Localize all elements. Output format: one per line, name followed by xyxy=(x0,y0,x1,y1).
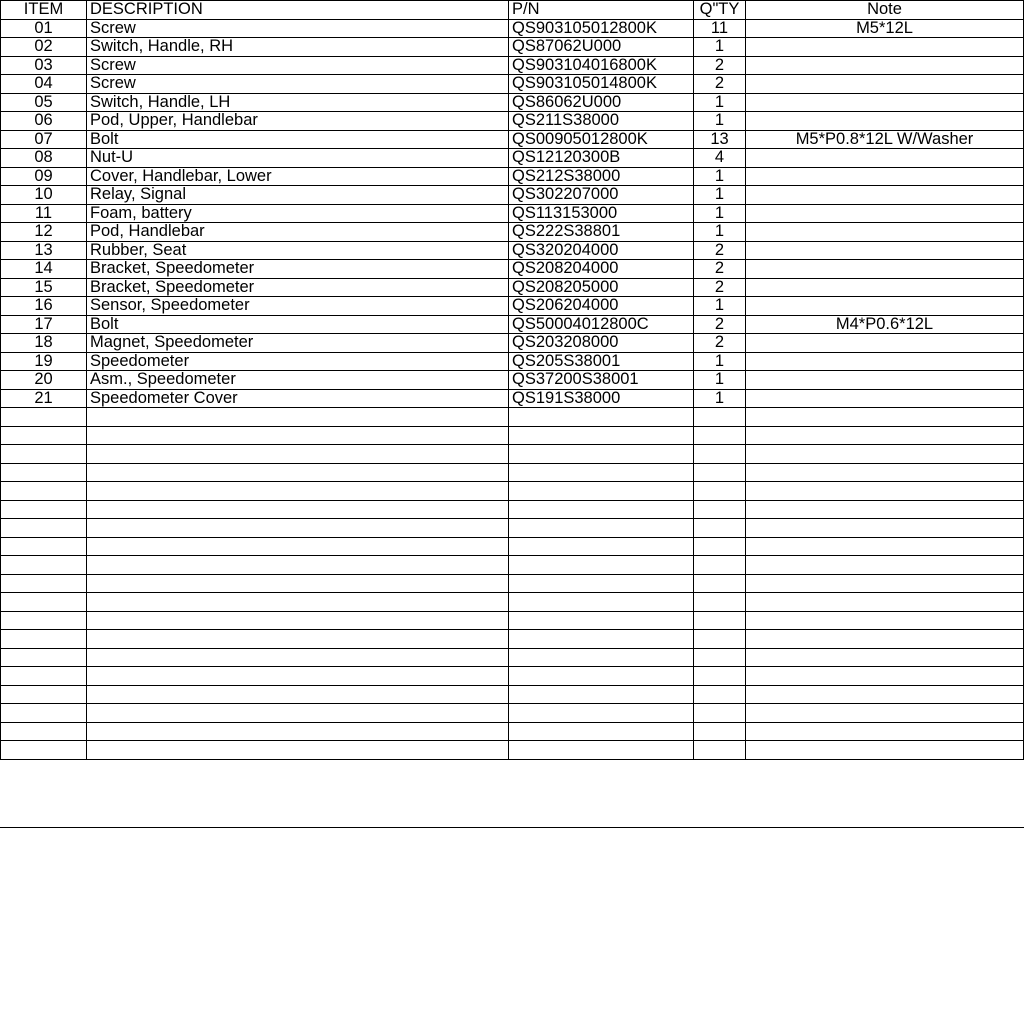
cell-note xyxy=(746,630,1024,649)
cell-item: 06 xyxy=(1,112,87,131)
cell-quantity xyxy=(694,685,746,704)
cell-quantity: 11 xyxy=(694,19,746,38)
cell-description xyxy=(87,704,509,723)
cell-note xyxy=(746,426,1024,445)
cell-part-number: QS903104016800K xyxy=(509,56,694,75)
cell-quantity: 1 xyxy=(694,204,746,223)
bottom-rule xyxy=(0,827,1024,828)
cell-item: 13 xyxy=(1,241,87,260)
cell-item xyxy=(1,648,87,667)
table-row xyxy=(1,519,1024,538)
cell-quantity: 1 xyxy=(694,371,746,390)
cell-description xyxy=(87,741,509,760)
cell-quantity xyxy=(694,704,746,723)
cell-note xyxy=(746,648,1024,667)
table-row xyxy=(1,500,1024,519)
table-row xyxy=(1,167,1024,186)
cell-description: Nut-U xyxy=(87,149,509,168)
cell-item xyxy=(1,445,87,464)
cell-quantity xyxy=(694,408,746,427)
table-row xyxy=(1,741,1024,760)
column-header-quantity: Q"TY xyxy=(694,1,746,20)
cell-part-number: QS00905012800K xyxy=(509,130,694,149)
cell-item: 17 xyxy=(1,315,87,334)
column-header-note: Note xyxy=(746,1,1024,20)
table-row xyxy=(1,260,1024,279)
cell-description xyxy=(87,611,509,630)
cell-description xyxy=(87,537,509,556)
table-row xyxy=(1,371,1024,390)
cell-note xyxy=(746,593,1024,612)
cell-quantity xyxy=(694,445,746,464)
cell-note xyxy=(746,334,1024,353)
cell-note xyxy=(746,112,1024,131)
cell-item xyxy=(1,685,87,704)
column-header-item: ITEM xyxy=(1,1,87,20)
cell-part-number xyxy=(509,500,694,519)
cell-item: 02 xyxy=(1,38,87,57)
cell-item xyxy=(1,537,87,556)
table-row xyxy=(1,704,1024,723)
table-row xyxy=(1,297,1024,316)
cell-item: 15 xyxy=(1,278,87,297)
cell-description xyxy=(87,722,509,741)
cell-note xyxy=(746,482,1024,501)
cell-quantity: 2 xyxy=(694,278,746,297)
cell-description: Relay, Signal xyxy=(87,186,509,205)
cell-note: M5*P0.8*12L W/Washer xyxy=(746,130,1024,149)
cell-part-number xyxy=(509,556,694,575)
cell-item: 16 xyxy=(1,297,87,316)
cell-part-number: QS50004012800C xyxy=(509,315,694,334)
cell-item xyxy=(1,519,87,538)
cell-part-number: QS222S38801 xyxy=(509,223,694,242)
table-row xyxy=(1,186,1024,205)
cell-item: 14 xyxy=(1,260,87,279)
cell-quantity: 13 xyxy=(694,130,746,149)
cell-part-number: QS211S38000 xyxy=(509,112,694,131)
cell-quantity: 2 xyxy=(694,315,746,334)
cell-item: 08 xyxy=(1,149,87,168)
cell-description xyxy=(87,445,509,464)
table-row xyxy=(1,537,1024,556)
table-row xyxy=(1,19,1024,38)
cell-quantity: 2 xyxy=(694,334,746,353)
cell-part-number: QS903105014800K xyxy=(509,75,694,94)
cell-quantity xyxy=(694,500,746,519)
cell-part-number: QS208204000 xyxy=(509,260,694,279)
cell-item: 05 xyxy=(1,93,87,112)
table-row xyxy=(1,112,1024,131)
table-row xyxy=(1,408,1024,427)
cell-item xyxy=(1,426,87,445)
cell-quantity xyxy=(694,482,746,501)
cell-description xyxy=(87,685,509,704)
table-row xyxy=(1,352,1024,371)
cell-description: Screw xyxy=(87,19,509,38)
cell-description: Bracket, Speedometer xyxy=(87,278,509,297)
cell-item xyxy=(1,500,87,519)
cell-item: 10 xyxy=(1,186,87,205)
cell-description: Magnet, Speedometer xyxy=(87,334,509,353)
cell-part-number xyxy=(509,593,694,612)
cell-note xyxy=(746,611,1024,630)
cell-note xyxy=(746,445,1024,464)
cell-item: 20 xyxy=(1,371,87,390)
table-row xyxy=(1,223,1024,242)
table-header-row xyxy=(1,1,1024,20)
cell-description: Bolt xyxy=(87,315,509,334)
table-row xyxy=(1,685,1024,704)
cell-note xyxy=(746,519,1024,538)
cell-item: 03 xyxy=(1,56,87,75)
cell-quantity xyxy=(694,722,746,741)
cell-quantity xyxy=(694,593,746,612)
cell-part-number xyxy=(509,519,694,538)
cell-description xyxy=(87,630,509,649)
table-row xyxy=(1,38,1024,57)
cell-note xyxy=(746,297,1024,316)
cell-note xyxy=(746,371,1024,390)
table-row xyxy=(1,426,1024,445)
cell-item xyxy=(1,593,87,612)
cell-item xyxy=(1,574,87,593)
cell-part-number: QS86062U000 xyxy=(509,93,694,112)
cell-item: 07 xyxy=(1,130,87,149)
cell-note xyxy=(746,389,1024,408)
cell-quantity: 1 xyxy=(694,112,746,131)
cell-part-number xyxy=(509,445,694,464)
cell-part-number xyxy=(509,574,694,593)
cell-part-number xyxy=(509,463,694,482)
cell-note xyxy=(746,352,1024,371)
cell-item xyxy=(1,482,87,501)
cell-part-number: QS87062U000 xyxy=(509,38,694,57)
cell-quantity: 1 xyxy=(694,93,746,112)
table-row xyxy=(1,75,1024,94)
table-row xyxy=(1,334,1024,353)
table-row xyxy=(1,574,1024,593)
cell-part-number xyxy=(509,426,694,445)
cell-description: Sensor, Speedometer xyxy=(87,297,509,316)
cell-part-number xyxy=(509,741,694,760)
cell-part-number xyxy=(509,648,694,667)
cell-note xyxy=(746,223,1024,242)
cell-note xyxy=(746,186,1024,205)
cell-quantity: 2 xyxy=(694,260,746,279)
cell-quantity xyxy=(694,519,746,538)
cell-note xyxy=(746,722,1024,741)
cell-item: 12 xyxy=(1,223,87,242)
table-row xyxy=(1,556,1024,575)
cell-part-number xyxy=(509,482,694,501)
cell-part-number: QS205S38001 xyxy=(509,352,694,371)
cell-part-number xyxy=(509,704,694,723)
table-row xyxy=(1,611,1024,630)
table-row xyxy=(1,389,1024,408)
cell-item xyxy=(1,556,87,575)
table-row xyxy=(1,93,1024,112)
cell-quantity: 1 xyxy=(694,352,746,371)
cell-item xyxy=(1,704,87,723)
cell-part-number: QS203208000 xyxy=(509,334,694,353)
table-row xyxy=(1,445,1024,464)
cell-note xyxy=(746,704,1024,723)
cell-part-number xyxy=(509,611,694,630)
table-row xyxy=(1,278,1024,297)
cell-item xyxy=(1,611,87,630)
cell-note xyxy=(746,38,1024,57)
cell-part-number xyxy=(509,722,694,741)
cell-quantity: 2 xyxy=(694,75,746,94)
cell-part-number: QS37200S38001 xyxy=(509,371,694,390)
cell-part-number xyxy=(509,667,694,686)
cell-description: Cover, Handlebar, Lower xyxy=(87,167,509,186)
cell-note xyxy=(746,241,1024,260)
table-row xyxy=(1,482,1024,501)
cell-item: 04 xyxy=(1,75,87,94)
table-row xyxy=(1,722,1024,741)
cell-item xyxy=(1,741,87,760)
cell-quantity: 1 xyxy=(694,389,746,408)
cell-part-number: QS191S38000 xyxy=(509,389,694,408)
cell-description: Screw xyxy=(87,75,509,94)
table-row xyxy=(1,241,1024,260)
cell-quantity: 4 xyxy=(694,149,746,168)
cell-item xyxy=(1,408,87,427)
cell-part-number: QS903105012800K xyxy=(509,19,694,38)
cell-item: 19 xyxy=(1,352,87,371)
cell-note xyxy=(746,537,1024,556)
cell-quantity: 1 xyxy=(694,186,746,205)
cell-quantity xyxy=(694,426,746,445)
cell-description: Asm., Speedometer xyxy=(87,371,509,390)
cell-description xyxy=(87,408,509,427)
column-header-part-number: P/N xyxy=(509,1,694,20)
table-row xyxy=(1,130,1024,149)
cell-description: Pod, Handlebar xyxy=(87,223,509,242)
cell-description xyxy=(87,648,509,667)
cell-item: 18 xyxy=(1,334,87,353)
table-row xyxy=(1,593,1024,612)
cell-quantity: 1 xyxy=(694,297,746,316)
cell-description: Screw xyxy=(87,56,509,75)
cell-description xyxy=(87,482,509,501)
cell-description xyxy=(87,463,509,482)
cell-quantity xyxy=(694,667,746,686)
cell-description xyxy=(87,667,509,686)
cell-item: 11 xyxy=(1,204,87,223)
cell-quantity xyxy=(694,648,746,667)
cell-note xyxy=(746,463,1024,482)
cell-note xyxy=(746,56,1024,75)
cell-note xyxy=(746,93,1024,112)
cell-part-number: QS212S38000 xyxy=(509,167,694,186)
cell-description: Speedometer xyxy=(87,352,509,371)
cell-note xyxy=(746,408,1024,427)
table-row xyxy=(1,204,1024,223)
cell-description: Bolt xyxy=(87,130,509,149)
column-header-description: DESCRIPTION xyxy=(87,1,509,20)
table-body xyxy=(1,19,1024,759)
table-row xyxy=(1,630,1024,649)
cell-note xyxy=(746,204,1024,223)
cell-item xyxy=(1,630,87,649)
cell-item: 01 xyxy=(1,19,87,38)
cell-description xyxy=(87,574,509,593)
cell-part-number: QS206204000 xyxy=(509,297,694,316)
cell-note xyxy=(746,75,1024,94)
cell-note xyxy=(746,500,1024,519)
cell-quantity xyxy=(694,463,746,482)
cell-note: M5*12L xyxy=(746,19,1024,38)
cell-description: Foam, battery xyxy=(87,204,509,223)
table-row xyxy=(1,315,1024,334)
table-row xyxy=(1,56,1024,75)
cell-note xyxy=(746,741,1024,760)
cell-note xyxy=(746,149,1024,168)
cell-description: Pod, Upper, Handlebar xyxy=(87,112,509,131)
cell-description: Bracket, Speedometer xyxy=(87,260,509,279)
cell-quantity xyxy=(694,741,746,760)
cell-item xyxy=(1,667,87,686)
cell-note xyxy=(746,278,1024,297)
cell-part-number xyxy=(509,537,694,556)
cell-quantity xyxy=(694,611,746,630)
cell-quantity xyxy=(694,630,746,649)
cell-item: 09 xyxy=(1,167,87,186)
cell-quantity: 1 xyxy=(694,38,746,57)
cell-part-number: QS302207000 xyxy=(509,186,694,205)
cell-note xyxy=(746,574,1024,593)
cell-note: M4*P0.6*12L xyxy=(746,315,1024,334)
cell-quantity xyxy=(694,537,746,556)
cell-note xyxy=(746,667,1024,686)
cell-description: Switch, Handle, LH xyxy=(87,93,509,112)
cell-note xyxy=(746,685,1024,704)
cell-item: 21 xyxy=(1,389,87,408)
cell-description: Switch, Handle, RH xyxy=(87,38,509,57)
cell-part-number xyxy=(509,685,694,704)
cell-quantity: 2 xyxy=(694,56,746,75)
cell-description xyxy=(87,519,509,538)
cell-part-number: QS12120300B xyxy=(509,149,694,168)
cell-part-number: QS113153000 xyxy=(509,204,694,223)
cell-part-number: QS208205000 xyxy=(509,278,694,297)
cell-quantity: 2 xyxy=(694,241,746,260)
cell-description xyxy=(87,556,509,575)
cell-item xyxy=(1,722,87,741)
cell-description: Rubber, Seat xyxy=(87,241,509,260)
cell-quantity: 1 xyxy=(694,223,746,242)
table-row xyxy=(1,648,1024,667)
cell-quantity: 1 xyxy=(694,167,746,186)
table-row xyxy=(1,463,1024,482)
cell-part-number xyxy=(509,408,694,427)
cell-note xyxy=(746,260,1024,279)
table-row xyxy=(1,149,1024,168)
cell-quantity xyxy=(694,574,746,593)
cell-note xyxy=(746,556,1024,575)
cell-quantity xyxy=(694,556,746,575)
cell-part-number xyxy=(509,630,694,649)
cell-note xyxy=(746,167,1024,186)
cell-part-number: QS320204000 xyxy=(509,241,694,260)
table-row xyxy=(1,667,1024,686)
cell-description xyxy=(87,500,509,519)
cell-description xyxy=(87,426,509,445)
cell-description xyxy=(87,593,509,612)
cell-item xyxy=(1,463,87,482)
cell-description: Speedometer Cover xyxy=(87,389,509,408)
